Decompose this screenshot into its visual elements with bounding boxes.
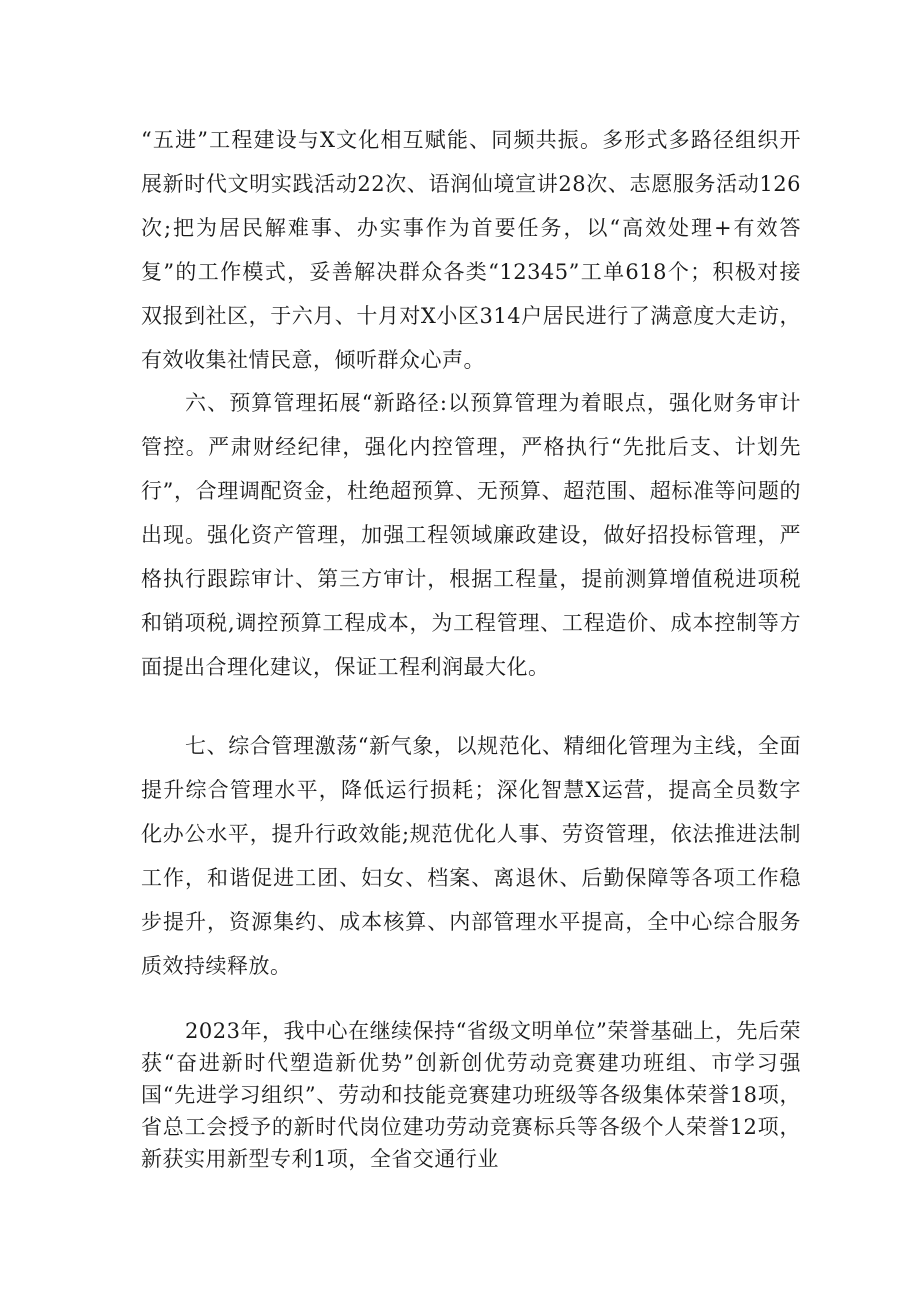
- paragraph-honors-2023: 2023年，我中心在继续保持“省级文明单位”荣誉基础上，先后荣获“奋进新时代塑造新优势”创新创优劳动竞赛建功班组、市学习强国“先进学习组织”、劳动和技能竞赛建功班级等各级集体荣誉18项，省总工会授予的新时代岗位建功劳动竞赛标兵等各级个人荣誉12项，新获实用新型专利1项，全省交通行业: [141, 1019, 801, 1171]
- paragraph-wujin-project: “五进”工程建设与X文化相互赋能、同频共振。多形式多路径组织开展新时代文明实践活动22次、语润仙境宣讲28次、志愿服务活动126次;把为居民解难事、办实事作为首要任务，以“高效处理+有效答复”的工作模式，妥善解决群众各类“12345”工单618个；积极对接双报到社区，于六月、十月对X小区314户居民进行了满意度大走访，有效收集社情民意，倾听群众心声。: [141, 128, 801, 372]
- paragraph-budget-management: 六、预算管理拓展“新路径:以预算管理为着眼点，强化财务审计管控。严肃财经纪律，强化内控管理，严格执行“先批后支、计划先行”，合理调配资金，杜绝超预算、无预算、超范围、超标准等问题的出现。强化资产管理，加强工程领域廉政建设，做好招投标管理，严格执行跟踪审计、第三方审计，根据工程量，提前测算增值税进项税和销项税,调控预算工程成本，为工程管理、工程造价、成本控制等方面提出合理化建议，保证工程利润最大化。: [141, 391, 801, 679]
- paragraph-comprehensive-management: 七、综合管理激荡“新气象，以规范化、精细化管理为主线，全面提升综合管理水平，降低运行损耗；深化智慧X运营，提高全员数字化办公水平，提升行政效能;规范优化人事、劳资管理，依法推进法制工作，和谐促进工团、妇女、档案、离退休、后勤保障等各项工作稳步提升，资源集约、成本核算、内部管理水平提高，全中心综合服务质效持续释放。: [141, 734, 801, 978]
